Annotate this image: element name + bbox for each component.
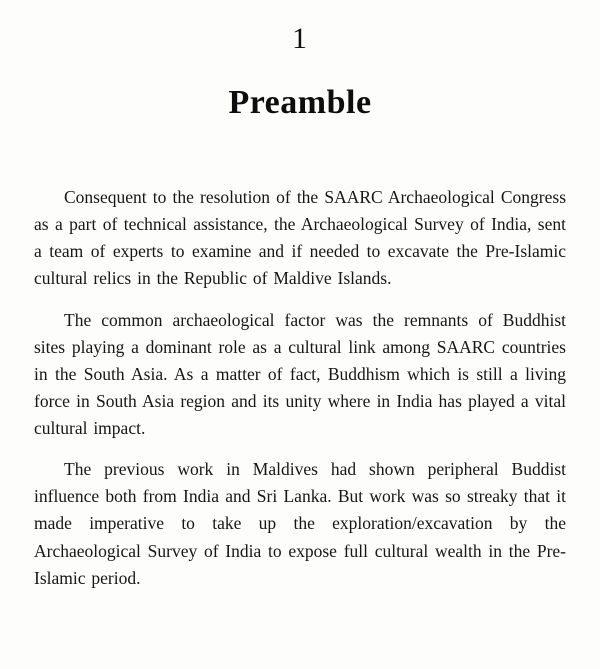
paragraph-2: The common archaeological factor was the remnants of Buddhist sites playing a dominant role as a cultural link among SAARC countries in the South Asia. As a matter of fact, Buddhism which is still a living force in South Asia region and its unity where in India has played a vital cultural impact.: [34, 309, 566, 438]
chapter-number: 1: [292, 22, 308, 55]
paragraph-1: Consequent to the resolution of the SAARC Archaeological Congress as a part of technical assistance, the Archaeological Survey of India, sent a team of experts to examine and if needed to excavate the Pre-Islamic cultural relics in the Republic of Maldive Islands.: [34, 187, 566, 289]
paragraph-3: The previous work in Maldives had shown peripheral Buddist influence both from India and Sri Lanka. But work was so streaky that it made imperative to take up the exploration/excavation by the Archaeological Survey of India to expose full cultural wealth in the Pre-Islamic period.: [34, 459, 566, 588]
body-text: [34, 184, 566, 592]
chapter-title: Preamble: [228, 84, 372, 121]
